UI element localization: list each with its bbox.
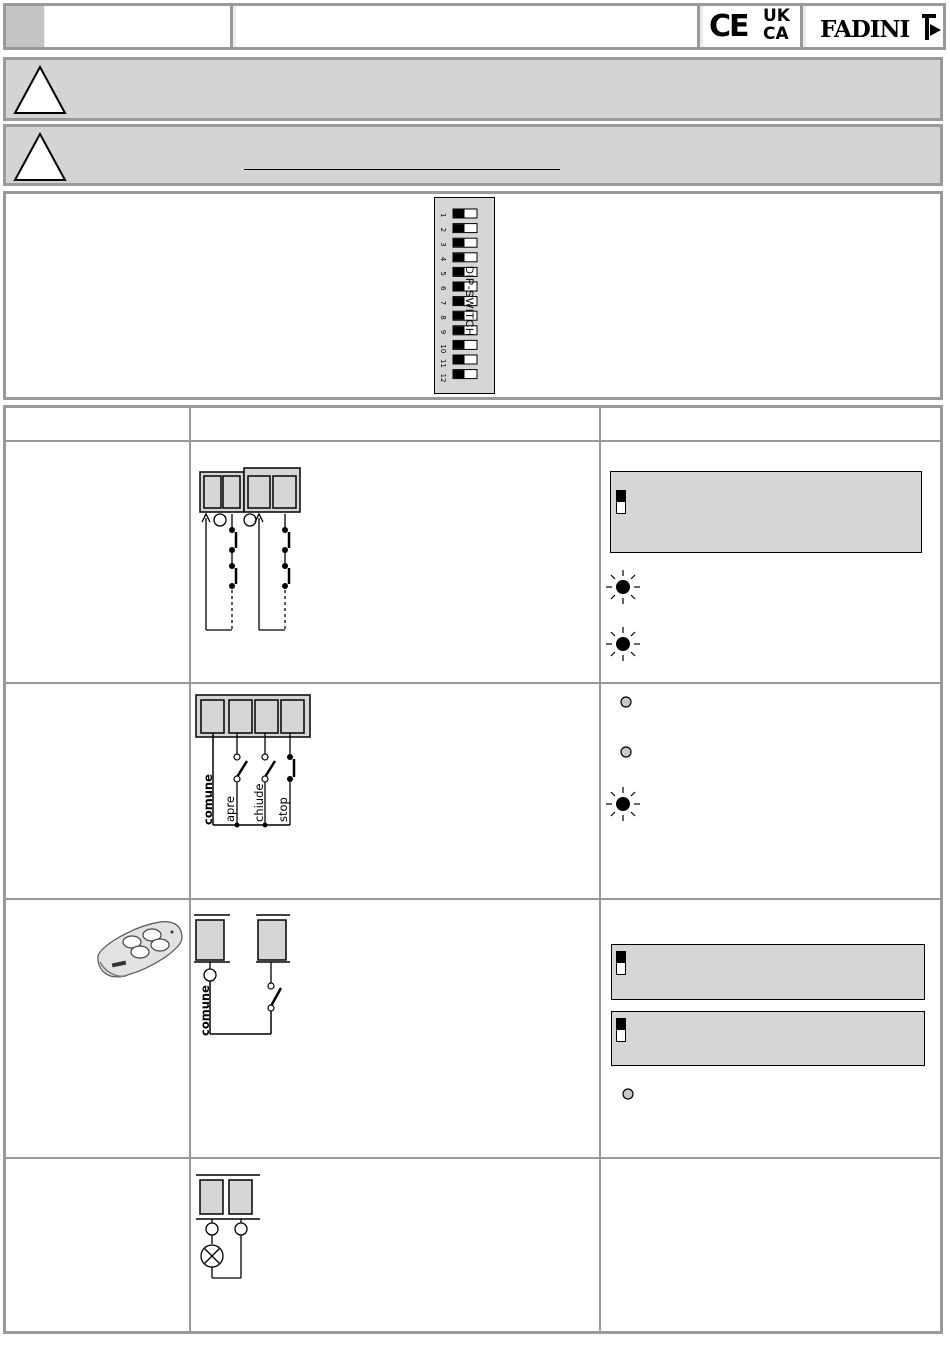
dip-switch-number: 5 [439,271,447,276]
row-divider [6,682,941,684]
col-divider [599,408,601,1332]
row-divider [6,1157,941,1159]
setting-box [610,471,922,553]
dip-switch-number: 9 [439,329,447,335]
dip-switch-number: 10 [439,344,447,354]
dip-switch-number: 2 [439,227,447,233]
brand-mark-icon [920,12,942,42]
led-off-icon [619,695,633,709]
dip-switch-knob [454,370,465,378]
dip-switch-block [434,197,495,394]
warning-box-1 [3,57,943,121]
led-off-icon [619,745,633,759]
col-divider [189,408,191,1332]
dip-switch-knob [454,356,465,364]
row-divider [6,440,941,442]
dip-switch-knob [454,224,465,232]
header-tab-marker [6,6,44,47]
ca-mark-icon: CA [763,24,789,44]
header-cell-code [45,6,233,47]
label-chiude: chiude [252,783,266,822]
brand-cell [806,6,943,47]
label-comune: comune [201,774,215,825]
dip-switch-number: 1 [439,213,447,218]
dip-switch-number: 12 [439,373,447,383]
dip-switch-number: 7 [439,300,447,306]
dip-switch-knob [454,210,465,218]
dip-switch-knob [454,239,465,247]
dip-switch-number: 8 [439,315,447,320]
led-blink-icon [605,626,641,662]
dip-switch-number: 3 [439,242,447,247]
led-blink-icon [605,569,641,605]
row-divider [6,898,941,900]
uk-mark-icon: UK [763,6,790,26]
mini-dip-icon [616,490,626,514]
mini-dip-icon [616,1018,626,1042]
label-comune: comune [198,985,212,1036]
led-blink-icon [605,786,641,822]
dip-switch-label: DIP-SWITCH [463,266,475,337]
remote-control-icon [94,918,186,980]
dip-switch-knob [454,253,465,261]
dip-switch-number: 11 [439,359,447,368]
warning-box-2 [3,124,943,186]
warning-triangle-icon [12,131,68,183]
wiring-diagram-lamp [194,1172,264,1284]
label-stop: stop [276,797,290,822]
setting-box [611,944,925,1000]
setting-box [611,1011,925,1066]
dip-switch-number: 4 [439,256,447,262]
dip-switch-number: 6 [439,286,447,291]
warning-triangle-icon [12,64,68,116]
mini-dip-icon [616,951,626,975]
ce-mark-icon: CE [709,9,748,44]
cert-marks [703,6,803,47]
header-cell-title [236,6,700,47]
led-off-icon [621,1087,635,1101]
wiring-diagram-safety [196,466,306,636]
warning-underline [244,169,560,170]
label-apre: apre [223,796,237,822]
brand-logo: FADINI [820,16,910,43]
